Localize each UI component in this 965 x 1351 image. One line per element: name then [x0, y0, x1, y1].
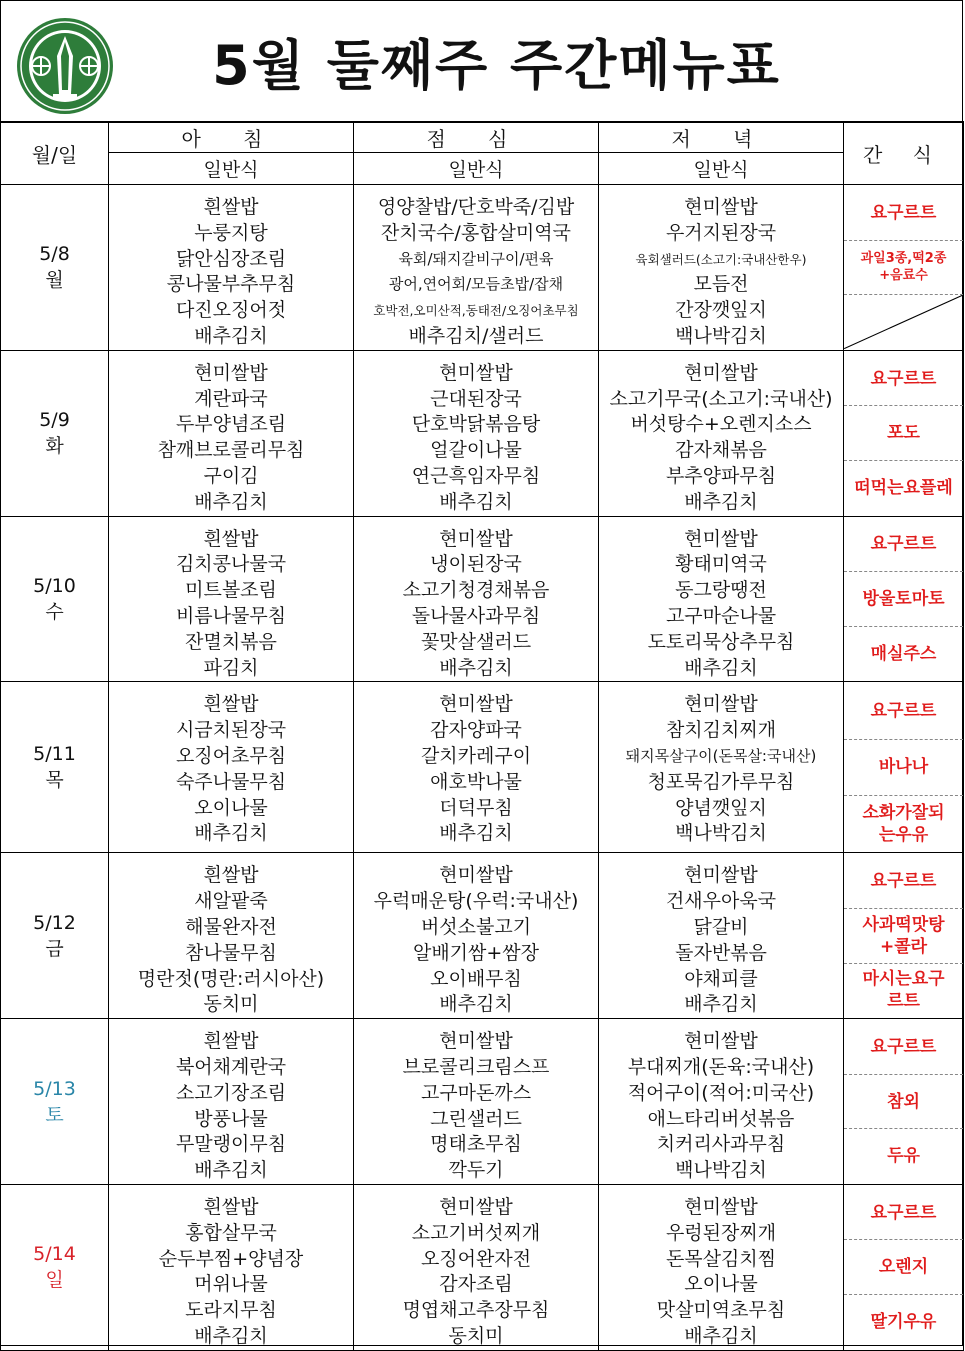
day-weekday: 월: [45, 269, 64, 292]
snack-item: 두유: [887, 1146, 920, 1167]
breakfast-dish: 도라지무침: [185, 1299, 277, 1322]
dinner-dish: 양념깻잎지: [675, 796, 767, 819]
header-breakfast-sub: 일반식: [109, 153, 354, 185]
dinner-dish: 현미쌀밥: [684, 361, 758, 384]
header-breakfast: 아 침: [109, 122, 354, 153]
dinner-dish: 우렁된장찌개: [665, 1221, 777, 1244]
lunch-dish: 더덕무침: [439, 796, 513, 819]
lunch-dish: 갈치카레구이: [420, 744, 532, 767]
dinner-dish: 현미쌀밥: [684, 864, 758, 887]
day-weekday: 일: [45, 1269, 64, 1292]
dinner-dish: 적어구이(적어:미국산): [627, 1081, 815, 1104]
breakfast-dish: 배추김치: [194, 822, 268, 845]
lunch-cell: [354, 853, 599, 1019]
dinner-dish: 육회샐러드(소고기:국내산한우): [635, 251, 807, 267]
breakfast-cell: [109, 185, 354, 351]
day-row: [1, 185, 964, 351]
lunch-dish: 깍두기: [448, 1159, 504, 1182]
dinner-cell: [599, 350, 844, 516]
lunch-dish: 현미쌀밥: [439, 527, 513, 550]
dinner-dish: 현미쌀밥: [684, 1030, 758, 1053]
lunch-cell: [354, 185, 599, 351]
breakfast-dish: 비름나물무침: [175, 604, 287, 627]
lunch-dish: 동치미: [448, 1324, 504, 1347]
day-weekday: 수: [45, 600, 64, 623]
day-weekday: 목: [45, 769, 64, 792]
dinner-dish: 배추김치: [684, 490, 758, 513]
day-cell: [1, 350, 109, 516]
lunch-dish: 배추김치: [439, 490, 513, 513]
breakfast-dish: 다진오징어젓: [175, 299, 287, 322]
snack-cell: [844, 853, 964, 1019]
lunch-dish: 현미쌀밥: [439, 864, 513, 887]
dinner-dish: 우거지된장국: [665, 221, 777, 244]
lunch-dish: 명엽채고추장무침: [402, 1299, 550, 1322]
breakfast-dish: 흰쌀밥: [203, 1195, 259, 1218]
snack-item: 요구르트: [844, 683, 963, 740]
lunch-dish: 현미쌀밥: [439, 361, 513, 384]
snack-item: [844, 295, 963, 349]
emblem-logo: [15, 16, 115, 116]
dinner-dish: 현미쌀밥: [684, 527, 758, 550]
lunch-dish: 냉이된장국: [430, 553, 522, 576]
dinner-dish: 현미쌀밥: [684, 1195, 758, 1218]
snack-item: 사과떡맛탕 +콜라: [844, 909, 963, 964]
lunch-dish: 근대된장국: [430, 387, 522, 410]
day-cell: [1, 516, 109, 682]
breakfast-dish: 현미쌀밥: [194, 361, 268, 384]
dinner-dish: 버섯탕수+오렌지소스: [630, 413, 812, 436]
lunch-dish: 그린샐러드: [430, 1107, 522, 1130]
breakfast-dish: 순두부찜+양념장: [158, 1247, 304, 1270]
breakfast-dish: 파김치: [203, 656, 259, 679]
dinner-dish: 소고기무국(소고기:국내산): [609, 387, 833, 410]
snack-item: 오렌지: [844, 1240, 963, 1295]
dinner-dish: 배추김치: [684, 1324, 758, 1347]
snack-item: 요구르트: [844, 517, 963, 572]
breakfast-dish: 동치미: [203, 993, 259, 1016]
lunch-dish: 호박전,오미산적,동태전/오징어초무침: [373, 303, 579, 319]
diagonal-slash-icon: [844, 295, 963, 349]
dinner-cell: [599, 516, 844, 682]
dinner-dish: 부추양파무침: [665, 464, 777, 487]
day-row: [1, 682, 964, 853]
lunch-dish: 배추김치: [439, 822, 513, 845]
lunch-dish: 감자양파국: [430, 719, 522, 742]
breakfast-dish: 김치콩나물국: [175, 553, 287, 576]
breakfast-dish: 해물완자전: [185, 915, 277, 938]
dinner-dish: 청포묵김가루무침: [647, 770, 795, 793]
dinner-dish: 야채피클: [684, 967, 758, 990]
lunch-dish: 알배기쌈+쌈장: [412, 941, 540, 964]
weekly-menu-table: [0, 121, 964, 1351]
dinner-dish: 돈목살김치찜: [665, 1247, 777, 1270]
snack-cell: [844, 682, 964, 853]
dinner-dish: 동그랑땡전: [675, 579, 767, 602]
dinner-dish: 건새우아욱국: [665, 890, 777, 913]
breakfast-dish: 오징어초무침: [175, 744, 287, 767]
dinner-dish: 맛살미역초무침: [656, 1299, 786, 1322]
lunch-dish: 배추김치: [439, 993, 513, 1016]
day-cell: [1, 853, 109, 1019]
lunch-dish: 우럭매운탕(우럭:국내산): [373, 890, 579, 913]
dinner-dish: 치커리사과무침: [656, 1133, 786, 1156]
breakfast-dish: 북어채계란국: [175, 1055, 287, 1078]
breakfast-dish: 잔멸치볶음: [185, 630, 277, 653]
breakfast-dish: 숙주나물무침: [175, 770, 287, 793]
breakfast-dish: 무말랭이무침: [175, 1133, 287, 1156]
breakfast-dish: 새알팥죽: [194, 890, 268, 913]
lunch-dish: 배추김치: [439, 656, 513, 679]
snack-item: 딸기우유: [870, 1311, 937, 1332]
breakfast-dish: 배추김치: [194, 324, 268, 347]
breakfast-dish: 배추김치: [194, 1324, 268, 1347]
dinner-dish: 오이나물: [684, 1273, 758, 1296]
snack-cell: [844, 350, 964, 516]
header-dinner-sub: 일반식: [599, 153, 844, 185]
snack-item: 방울토마토: [844, 572, 963, 627]
breakfast-dish: 머위나물: [194, 1273, 268, 1296]
lunch-dish: 돌나물사과무침: [411, 604, 541, 627]
day-date: 5/10: [33, 574, 76, 597]
lunch-dish: 소고기버섯찌개: [411, 1221, 541, 1244]
dinner-cell: [599, 1019, 844, 1185]
breakfast-cell: [109, 853, 354, 1019]
breakfast-dish: 미트볼조림: [185, 579, 277, 602]
lunch-dish: 소고기청경채볶음: [402, 579, 550, 602]
dinner-dish: 감자채볶음: [675, 439, 767, 462]
dinner-cell: [599, 185, 844, 351]
breakfast-dish: 배추김치: [194, 1159, 268, 1182]
breakfast-dish: 흰쌀밥: [203, 693, 259, 716]
day-row: [1, 853, 964, 1019]
lunch-dish: 버섯소불고기: [420, 915, 532, 938]
lunch-dish: 광어,연어회/모듬초밥/잡채: [388, 275, 564, 294]
header-lunch-sub: 일반식: [354, 153, 599, 185]
snack-item: 참외: [844, 1075, 963, 1130]
snack-item: 요구르트: [844, 854, 963, 909]
snack-item: 소화가잘되 는우유: [862, 803, 945, 846]
breakfast-dish: 누룽지탕: [194, 221, 268, 244]
day-date: 5/9: [39, 409, 70, 432]
breakfast-dish: 콩나물부추무침: [166, 273, 296, 296]
breakfast-dish: 홍합살무국: [185, 1221, 277, 1244]
snack-cell: [844, 185, 964, 351]
breakfast-cell: [109, 516, 354, 682]
lunch-cell: [354, 350, 599, 516]
day-row: [1, 1019, 964, 1185]
lunch-dish: 영양찰밥/단호박죽/김밥: [377, 196, 575, 218]
dinner-dish: 돌자반볶음: [675, 941, 767, 964]
lunch-dish: 육회/돼지갈비구이/편육: [398, 249, 554, 268]
dinner-dish: 간장깻잎지: [675, 299, 767, 322]
dinner-dish: 백나박김치: [675, 1159, 767, 1182]
day-row: [1, 350, 964, 516]
lunch-dish: 꽃맛살샐러드: [420, 630, 532, 653]
day-cell: [1, 185, 109, 351]
header-snack: 간 식: [844, 122, 964, 185]
day-row: [1, 1184, 964, 1350]
breakfast-dish: 두부양념조림: [175, 413, 287, 436]
lunch-dish: 고구마돈까스: [420, 1081, 532, 1104]
dinner-dish: 배추김치: [684, 656, 758, 679]
day-cell: [1, 1184, 109, 1350]
breakfast-dish: 오이나물: [194, 796, 268, 819]
snack-item: 요구르트: [844, 352, 963, 407]
snack-cell: [844, 1184, 964, 1350]
dinner-dish: 백나박김치: [675, 324, 767, 347]
header-date: 월/일: [1, 122, 109, 185]
breakfast-dish: 방풍나물: [194, 1107, 268, 1130]
lunch-dish: 현미쌀밥: [439, 1195, 513, 1218]
breakfast-dish: 참깨브로콜리무침: [157, 439, 305, 462]
day-date: 5/13: [33, 1077, 76, 1100]
dinner-dish: 애느타리버섯볶음: [647, 1107, 795, 1130]
lunch-dish: 현미쌀밥: [439, 693, 513, 716]
lunch-dish: 브로콜리크림스프: [402, 1055, 550, 1078]
lunch-cell: [354, 682, 599, 853]
breakfast-dish: 계란파국: [194, 387, 268, 410]
lunch-dish: 애호박나물: [430, 770, 522, 793]
lunch-dish: 얼갈이나물: [430, 439, 522, 462]
snack-item: 과일3종,떡2종 +음료수: [844, 241, 963, 296]
breakfast-dish: 닭안심장조림: [175, 247, 287, 270]
dinner-dish: 백나박김치: [675, 822, 767, 845]
snack-item: 떠먹는요플레: [854, 477, 953, 498]
day-weekday: 금: [45, 937, 64, 960]
dinner-cell: [599, 853, 844, 1019]
snack-item: 요구르트: [844, 186, 963, 241]
dinner-dish: 도토리묵상추무침: [647, 630, 795, 653]
dinner-dish: 배추김치: [684, 993, 758, 1016]
day-date: 5/8: [39, 243, 70, 266]
dinner-cell: [599, 682, 844, 853]
breakfast-dish: 명란젓(명란:러시아산): [137, 967, 325, 990]
breakfast-cell: [109, 1019, 354, 1185]
lunch-dish: 명태초무침: [430, 1133, 522, 1156]
lunch-cell: [354, 516, 599, 682]
lunch-dish: 현미쌀밥: [439, 1030, 513, 1053]
dinner-dish: 고구마순나물: [665, 604, 777, 627]
snack-item: 바나나: [844, 740, 963, 797]
snack-item: 요구르트: [844, 1186, 963, 1241]
dinner-dish: 닭갈비: [693, 915, 749, 938]
dinner-dish: 현미쌀밥: [684, 693, 758, 716]
day-date: 5/12: [33, 911, 76, 934]
snack-item: 포도: [844, 406, 963, 461]
day-weekday: 토: [45, 1103, 64, 1126]
breakfast-dish: 배추김치: [194, 490, 268, 513]
page-title: 5월 둘째주 주간메뉴표: [212, 34, 781, 97]
breakfast-dish: 흰쌀밥: [203, 527, 259, 550]
breakfast-dish: 소고기장조림: [175, 1081, 287, 1104]
lunch-dish: 오징어완자전: [420, 1247, 532, 1270]
breakfast-dish: 참나물무침: [185, 941, 277, 964]
dinner-dish: 부대찌개(돈육:국내산): [627, 1055, 815, 1078]
breakfast-dish: 흰쌀밥: [203, 1030, 259, 1053]
breakfast-dish: 흰쌀밥: [203, 864, 259, 887]
lunch-dish: 배추김치/샐러드: [408, 324, 544, 347]
header-lunch: 점 심: [354, 122, 599, 153]
day-cell: [1, 1019, 109, 1185]
dinner-cell: [599, 1184, 844, 1350]
lunch-cell: [354, 1019, 599, 1185]
snack-item: 요구르트: [844, 1020, 963, 1075]
dinner-dish: 돼지목살구이(돈목살:국내산): [625, 746, 817, 765]
day-row: [1, 516, 964, 682]
dinner-dish: 참치김치찌개: [665, 719, 777, 742]
day-date: 5/14: [33, 1243, 76, 1266]
lunch-dish: 감자조림: [439, 1273, 513, 1296]
breakfast-cell: [109, 1184, 354, 1350]
breakfast-dish: 구이김: [203, 464, 259, 487]
lunch-dish: 오이배무침: [430, 967, 522, 990]
day-weekday: 화: [45, 435, 64, 458]
dinner-dish: 현미쌀밥: [684, 196, 758, 218]
day-date: 5/11: [33, 743, 76, 766]
dinner-dish: 모듬전: [693, 273, 749, 296]
header-dinner: 저 녁: [599, 122, 844, 153]
snack-cell: [844, 516, 964, 682]
snack-cell: [844, 1019, 964, 1185]
snack-item: 매실주스: [870, 643, 937, 664]
lunch-dish: 연근흑임자무침: [411, 464, 541, 487]
breakfast-dish: 시금치된장국: [175, 719, 287, 742]
breakfast-dish: 흰쌀밥: [203, 196, 259, 218]
breakfast-cell: [109, 350, 354, 516]
day-cell: [1, 682, 109, 853]
lunch-dish: 단호박닭볶음탕: [411, 413, 541, 436]
dinner-dish: 황태미역국: [675, 553, 767, 576]
breakfast-cell: [109, 682, 354, 853]
lunch-cell: [354, 1184, 599, 1350]
snack-item: 마시는요구 르트: [862, 969, 945, 1012]
page-header: [1, 1, 962, 123]
lunch-dish: 잔치국수/홍합살미역국: [381, 221, 571, 244]
